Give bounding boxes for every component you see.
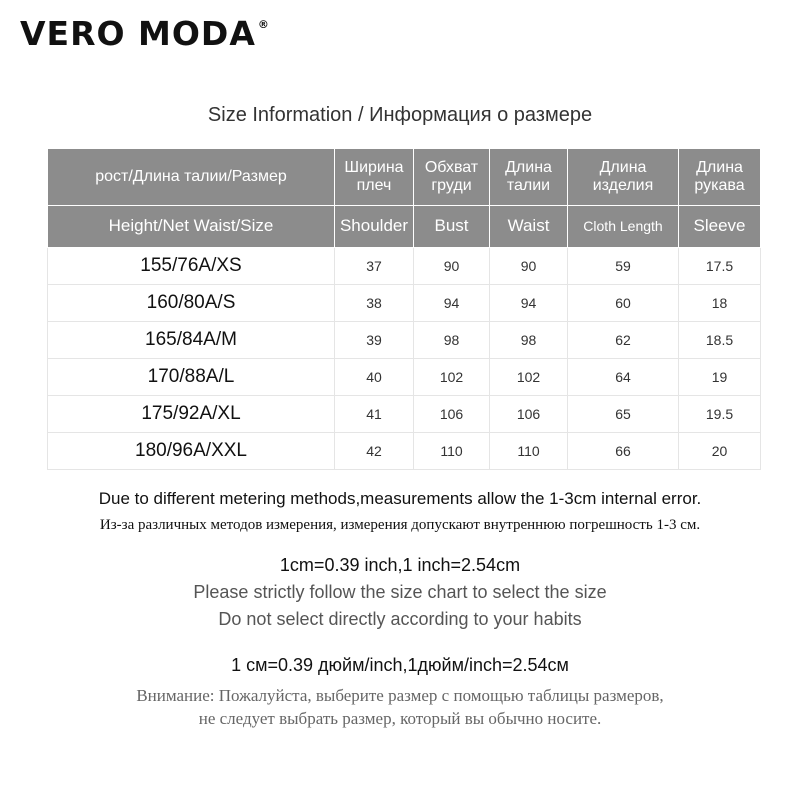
table-row [48, 433, 761, 470]
header-en-waist: Waist [490, 206, 568, 248]
waist-cell: 98 [490, 322, 568, 359]
warning-ru-line-2: не следует выбрать размер, который вы обычно носите. [198, 709, 602, 728]
length-cell: 65 [568, 396, 679, 433]
waist-cell: 110 [490, 433, 568, 470]
sleeve-cell: 19.5 [679, 396, 761, 433]
shoulder-cell: 40 [335, 359, 414, 396]
sleeve-cell: 18 [679, 285, 761, 322]
sleeve-cell: 18.5 [679, 322, 761, 359]
waist-cell: 106 [490, 396, 568, 433]
header-row-en [48, 206, 761, 248]
sleeve-cell: 17.5 [679, 248, 761, 285]
header-en-length: Cloth Length [568, 206, 679, 248]
waist-cell: 94 [490, 285, 568, 322]
header-ru-shoulder: Ширина плеч [335, 149, 414, 206]
header-en-sleeve: Sleeve [679, 206, 761, 248]
table-row [48, 359, 761, 396]
size-cell: 160/80A/S [48, 285, 335, 322]
table-row [48, 248, 761, 285]
length-cell: 66 [568, 433, 679, 470]
brand-name: VERO MODA [20, 14, 256, 53]
brand-logo [20, 14, 270, 53]
unit-conversion-en: 1cm=0.39 inch,1 inch=2.54cm [279, 555, 521, 575]
follow-chart-note: Please strictly follow the size chart to select the size [193, 582, 607, 602]
bust-cell: 106 [414, 396, 490, 433]
shoulder-cell: 38 [335, 285, 414, 322]
header-en-bust: Bust [414, 206, 490, 248]
size-table [47, 148, 761, 470]
length-cell: 62 [568, 322, 679, 359]
bust-cell: 94 [414, 285, 490, 322]
size-cell: 180/96A/XXL [48, 433, 335, 470]
length-cell: 64 [568, 359, 679, 396]
sleeve-cell: 20 [679, 433, 761, 470]
shoulder-cell: 39 [335, 322, 414, 359]
length-cell: 60 [568, 285, 679, 322]
unit-conversion-ru: 1 см=0.39 дюйм/inch,1дюйм/inch=2.54см [231, 655, 569, 675]
bust-cell: 110 [414, 433, 490, 470]
header-ru-length: Длина изделия [568, 149, 679, 206]
table-row [48, 396, 761, 433]
header-ru-size: рост/Длина талии/Размер [48, 149, 335, 206]
sleeve-cell: 19 [679, 359, 761, 396]
bust-cell: 90 [414, 248, 490, 285]
header-ru-bust: Обхват груди [414, 149, 490, 206]
size-cell: 165/84A/M [48, 322, 335, 359]
measurement-error-note-en: Due to different metering methods,measurements allow the 1-3cm internal error. [98, 489, 702, 508]
size-cell: 155/76A/XS [48, 248, 335, 285]
waist-cell: 90 [490, 248, 568, 285]
waist-cell: 102 [490, 359, 568, 396]
bust-cell: 98 [414, 322, 490, 359]
header-ru-waist: Длина талии [490, 149, 568, 206]
page-title: Size Information / Информация о размере [207, 104, 593, 126]
no-habit-note: Do not select directly according to your habits [218, 609, 582, 629]
shoulder-cell: 37 [335, 248, 414, 285]
size-cell: 175/92A/XL [48, 396, 335, 433]
header-ru-sleeve: Длина рукава [679, 149, 761, 206]
header-en-size: Height/Net Waist/Size [48, 206, 335, 248]
warning-ru-line-1: Внимание: Пожалуйста, выберите размер с помощью таблицы размеров, [136, 686, 664, 705]
length-cell: 59 [568, 248, 679, 285]
size-cell: 170/88A/L [48, 359, 335, 396]
bust-cell: 102 [414, 359, 490, 396]
header-en-shoulder: Shoulder [335, 206, 414, 248]
table-row [48, 322, 761, 359]
measurement-error-note-ru: Из-за различных методов измерения, измерения допускают внутреннюю погрешность 1-3 см. [99, 517, 701, 533]
header-row-ru [48, 149, 761, 206]
trademark-symbol: ® [257, 18, 270, 31]
shoulder-cell: 42 [335, 433, 414, 470]
shoulder-cell: 41 [335, 396, 414, 433]
table-row [48, 285, 761, 322]
